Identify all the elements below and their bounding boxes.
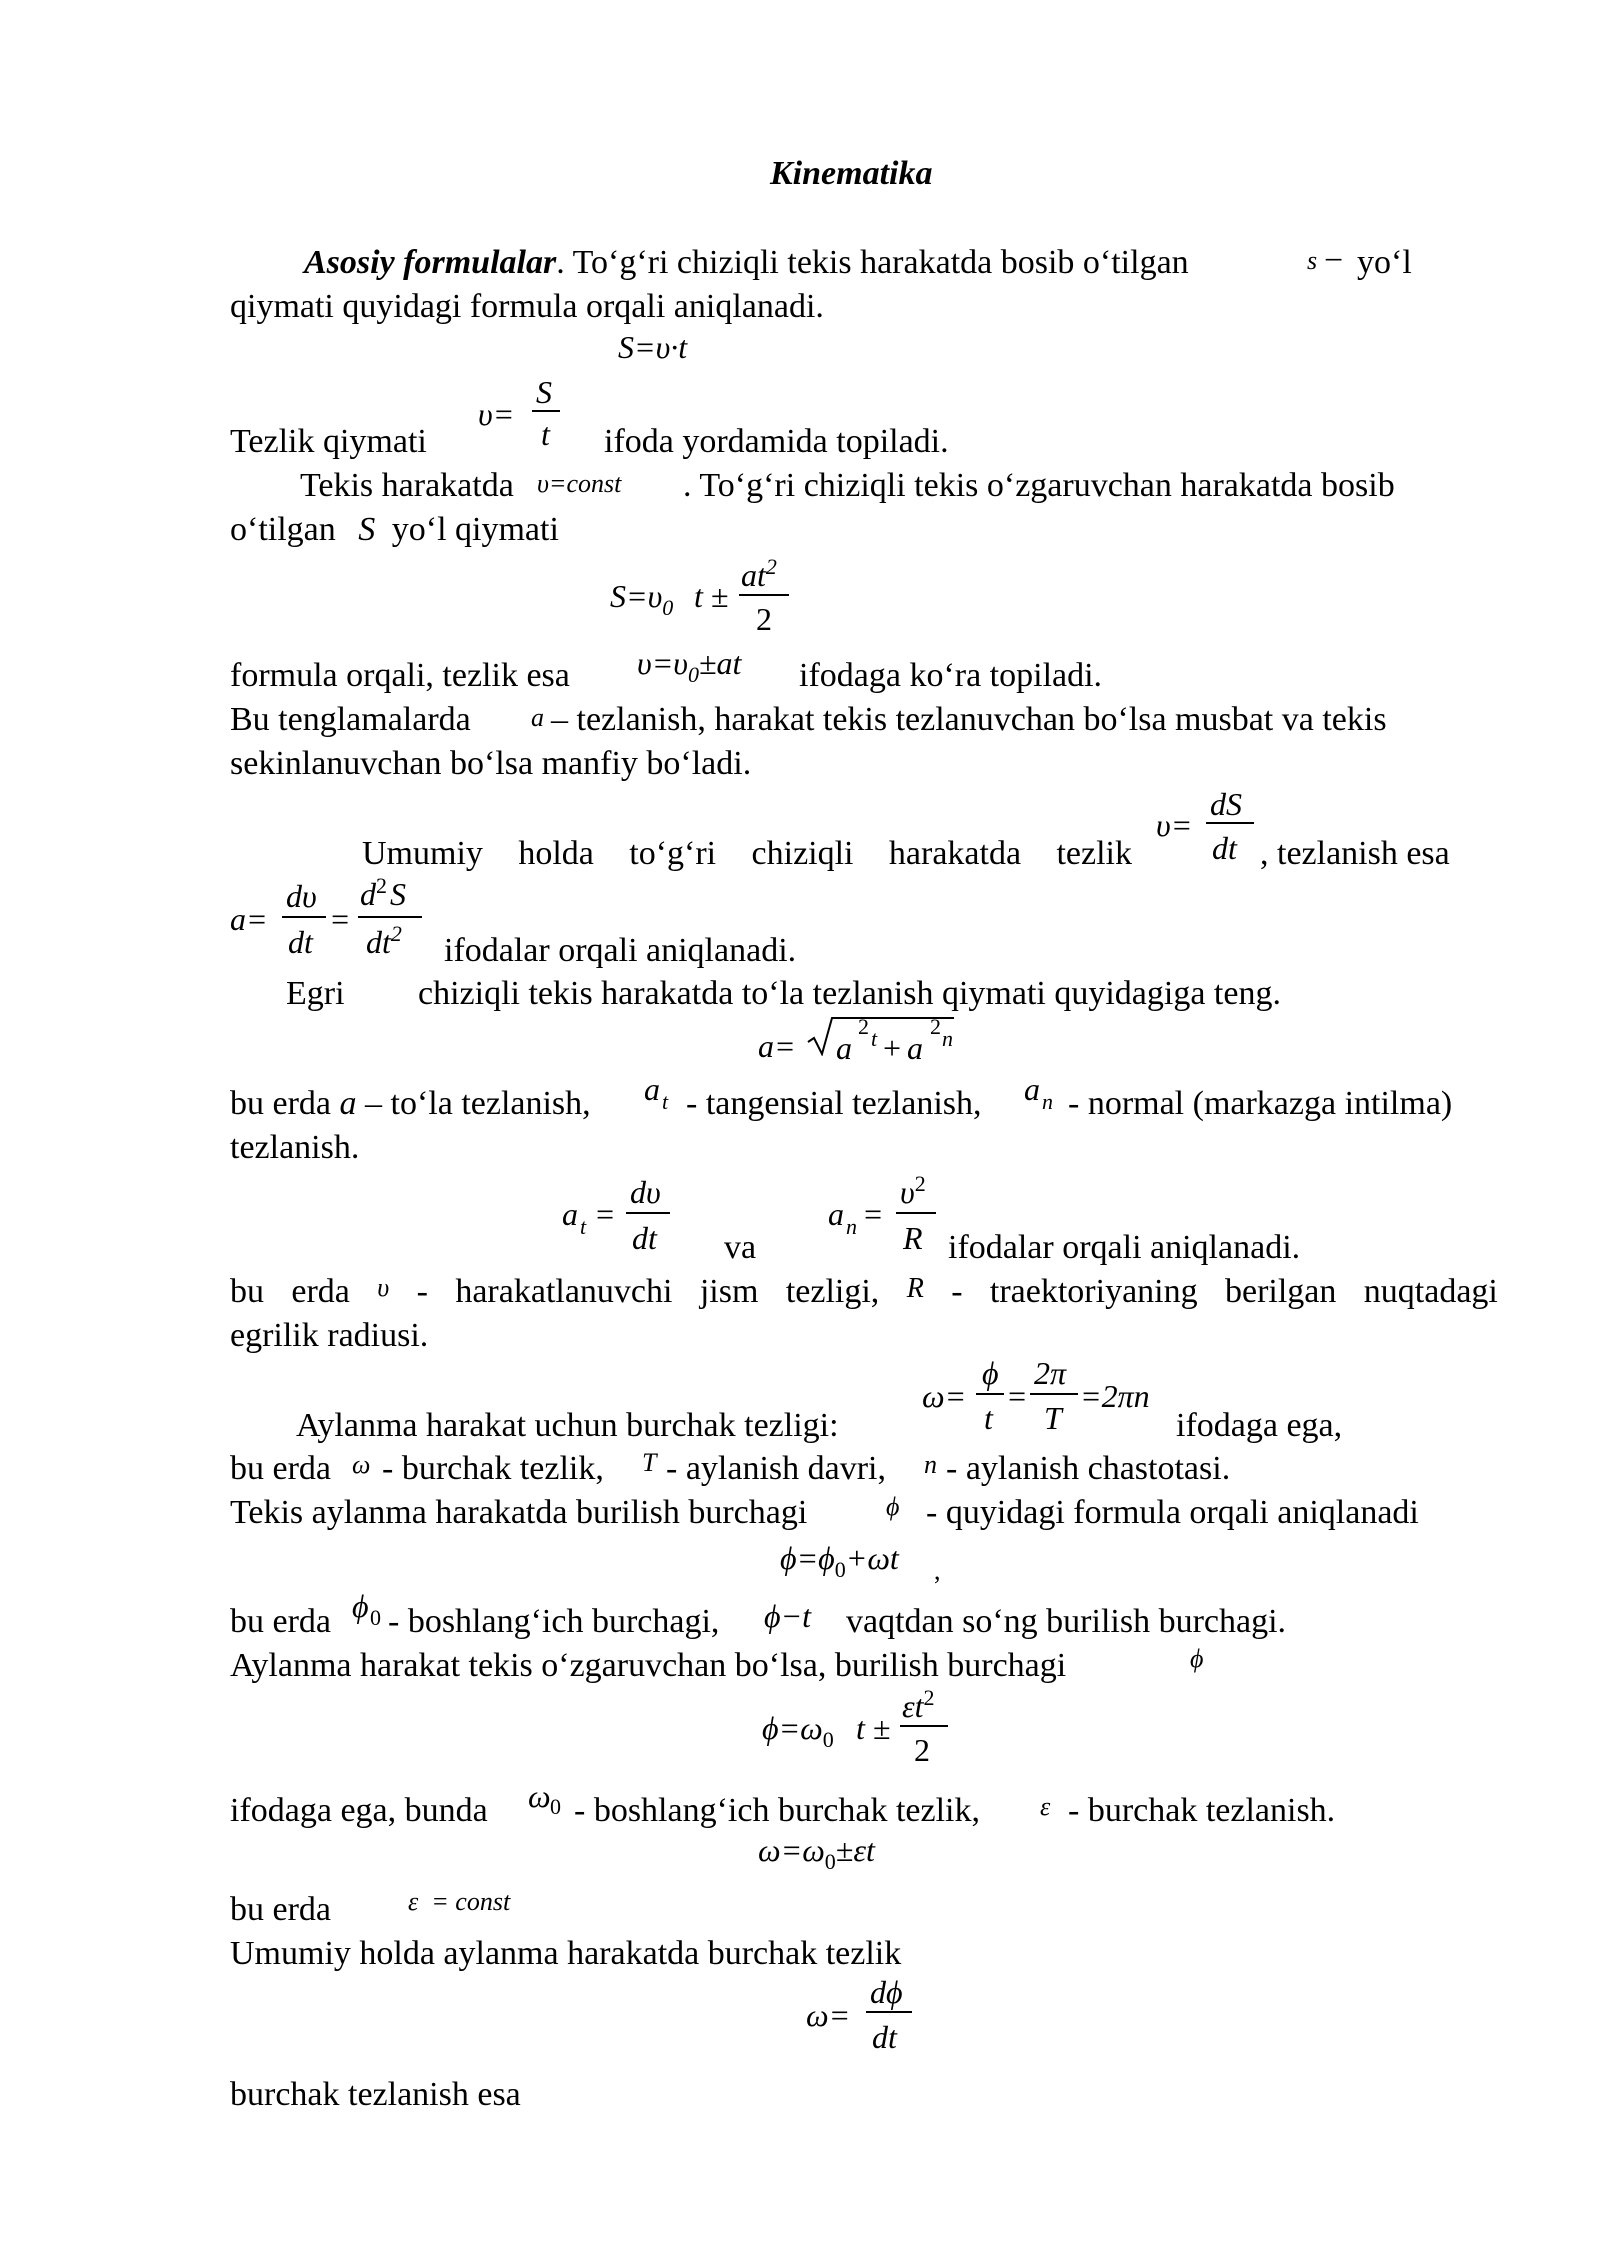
a-deriv-num2: $d^2S$ — [360, 873, 406, 912]
const-formula: ε = const — [408, 1887, 511, 1916]
omega0-subscript: 0 — [550, 1794, 561, 1819]
at-subscript: t — [662, 1089, 669, 1114]
tn-num1: dυ — [630, 1174, 661, 1210]
epsilon-symbol: ε — [1040, 1792, 1051, 1821]
speed-suffix: ifoda yordamida topiladi. — [604, 423, 949, 460]
omega-linear-formula: $\omega=\omega_0\pm\varepsilon t$ — [758, 1832, 875, 1874]
a-deriv-num1: dυ — [286, 878, 317, 914]
tn-va: va — [724, 1229, 757, 1266]
intro-line-1 — [304, 246, 1189, 280]
v-const-symbol: υ=const — [537, 469, 622, 498]
sqrt-lhs: a= — [758, 1028, 796, 1064]
omega-den2: T — [1044, 1400, 1062, 1436]
tn-an: a — [828, 1196, 844, 1232]
last-line: burchak tezlanish esa — [230, 2076, 521, 2113]
uniform-line-2 — [230, 513, 559, 547]
rotation-suffix: - quyidagi formula orqali aniqlanadi — [926, 1494, 1419, 1531]
phi-formula: $\phi=\phi_0+\omega t$ — [780, 1540, 899, 1582]
full-accel-line-2: tezlanish. — [230, 1129, 360, 1166]
an-subscript: n — [1042, 1089, 1053, 1114]
general-after: , tezlanish esa — [1260, 835, 1450, 872]
a-deriv-den1: dt — [288, 924, 313, 960]
phi-symbol: ϕ — [886, 1492, 900, 1521]
a-deriv-bar2 — [358, 916, 422, 918]
phi-formula-comma: , — [934, 1556, 941, 1585]
omega0-prefix: ifodaga ega, bunda — [230, 1792, 488, 1829]
curvilinear-rest: chiziqli tekis harakatda to‘la tezlanish qiymati quyidagiga teng. — [418, 975, 1281, 1012]
tn-den2: R — [903, 1220, 923, 1256]
general-rot-den: dt — [872, 2019, 897, 2055]
variable-rot-phi: ϕ — [1190, 1644, 1204, 1673]
uniform-rest: . To‘g‘ri chiziqli tekis o‘zgaruvchan harakatda bosib — [683, 467, 1395, 504]
speed-fraction-bar — [532, 410, 560, 412]
intro-bold-heading: Asosiy formulalar — [304, 244, 557, 281]
omega-desc: - burchak tezlik, — [382, 1450, 604, 1487]
v-deriv-lhs: υ= — [1156, 807, 1193, 843]
omega-bar1 — [976, 1393, 1004, 1395]
speed-lhs: υ= — [478, 396, 515, 432]
uniform-prefix: Tekis harakatda — [300, 467, 514, 504]
variable-rot-lhs: $\phi=\omega_0$ — [762, 1710, 834, 1752]
variable-rot-bar — [900, 1725, 948, 1727]
uniform-line-2b: yo‘l qiymati — [391, 511, 559, 548]
tn-bar2 — [896, 1212, 936, 1214]
phi0-suffix: vaqtdan so‘ng burilish burchagi. — [846, 1603, 1287, 1640]
v-deriv-den: dt — [1212, 830, 1237, 866]
formula-s-accel-num: $at^2$ — [741, 554, 777, 593]
a-deriv-lhs: a= — [230, 901, 268, 937]
s-symbol-2: S — [358, 511, 376, 548]
sqrt-term-2-sup: 2 — [930, 1014, 941, 1039]
tn-an-sub: n — [846, 1214, 857, 1239]
speed-radius-line: bu erda υ - harakatlanuvchi jism tezligi, R - traektoriyaning berilgan nuqtadagi — [230, 1273, 1498, 1310]
intro-tail: yo‘l — [1357, 244, 1412, 281]
variable-rot-num: $\varepsilon t^2$ — [902, 1685, 935, 1724]
tn-eq2: = — [862, 1196, 884, 1232]
speed-prefix: Tezlik qiymati — [230, 423, 427, 460]
phi0-prefix: bu erda — [230, 1603, 332, 1640]
page-title: Kinematika — [770, 155, 933, 192]
general-rot-text: Umumiy holda aylanma harakatda burchak tezlik — [230, 1935, 902, 1972]
const-prefix: bu erda — [230, 1891, 332, 1928]
phi0-subscript: 0 — [370, 1605, 381, 1630]
a-symbol: a — [531, 703, 544, 732]
speed-den: t — [541, 416, 550, 452]
tangential-text: - tangensial tezlanish, — [686, 1085, 982, 1122]
curvilinear-word: Egri — [286, 975, 345, 1012]
variable-rot-den: 2 — [914, 1732, 930, 1768]
omega0-mid: - boshlang‘ich burchak tezlik, — [574, 1792, 980, 1829]
intro-text: . To‘g‘ri chiziqli tekis harakatda bosib o‘tilgan — [556, 244, 1189, 281]
a-deriv-bar1 — [282, 916, 326, 918]
general-suffix: ifodalar orqali aniqlanadi. — [444, 932, 797, 969]
speed-num: S — [536, 374, 552, 410]
omega0-suffix: - burchak tezlanish. — [1068, 1792, 1336, 1829]
general-rot-num: dϕ — [870, 1974, 903, 2010]
general-rot-lhs: ω= — [806, 1997, 851, 2033]
tn-at-sub: t — [580, 1214, 587, 1239]
tn-suffix: ifodalar orqali aniqlanadi. — [948, 1229, 1301, 1266]
phit-symbol: ϕ−t — [764, 1598, 812, 1634]
an-symbol: a — [1024, 1071, 1040, 1107]
formula-s-accel-bar — [739, 594, 789, 596]
s-symbol: s — [1307, 246, 1318, 275]
omega-lhs: ω= — [922, 1378, 967, 1414]
tn-eq1: = — [594, 1196, 616, 1232]
formula-s-accel-den: 2 — [756, 601, 772, 637]
a-deriv-den2: $dt^2$ — [366, 921, 402, 960]
omega-symbol: ω — [352, 1450, 371, 1479]
velocity-formula: $\upsilon=\upsilon_0\pm at$ — [637, 645, 742, 687]
omega-bar2 — [1030, 1393, 1078, 1395]
velocity-suffix: ifodaga ko‘ra topiladi. — [799, 657, 1103, 694]
velocity-prefix: formula orqali, tezlik esa — [230, 657, 570, 694]
period-symbol: T — [642, 1448, 657, 1477]
omega0-symbol: ω — [528, 1778, 551, 1814]
accel-prefix: Bu tenglamalarda — [230, 701, 471, 738]
angular-suffix: ifodaga ega, — [1176, 1407, 1343, 1444]
tn-num2: $\upsilon^2$ — [900, 1171, 926, 1210]
general-line: Umumiy holda to‘g‘ri chiziqli harakatda tezlik — [362, 835, 1132, 872]
a-deriv-eq: = — [329, 901, 351, 937]
uniform-line-2a: o‘tilgan — [230, 511, 336, 548]
frequency-desc: - aylanish chastotasi. — [946, 1450, 1231, 1487]
accel-line-2: sekinlanuvchan bo‘lsa manfiy bo‘ladi. — [230, 745, 752, 782]
phi0-symbol: ϕ — [352, 1588, 369, 1624]
period-desc: - aylanish davri, — [666, 1450, 886, 1487]
formula-s-accel-mid: t ± — [694, 578, 729, 614]
tn-den1: dt — [632, 1220, 657, 1256]
sqrt-term-1-sub: t — [871, 1026, 878, 1051]
omega-tail: =2πn — [1080, 1378, 1150, 1414]
angular-desc-line: bu erda — [230, 1450, 332, 1487]
omega-num2: 2π — [1034, 1355, 1067, 1391]
variable-rot-mid: t ± — [856, 1710, 891, 1746]
formula-s-accel-lhs: $S=\upsilon_0$ — [610, 578, 674, 620]
accel-line-1: – tezlanish, harakat tekis tezlanuvchan bo‘lsa musbat va tekis — [551, 701, 1387, 738]
frequency-symbol: n — [924, 1450, 937, 1479]
speed-radius-line-2: egrilik radiusi. — [230, 1317, 429, 1354]
angular-prefix: Aylanma harakat uchun burchak tezligi: — [296, 1407, 839, 1444]
normal-text: - normal (markazga intilma) — [1068, 1085, 1453, 1122]
sqrt-plus: + — [883, 1030, 902, 1066]
sqrt-term-1: a — [836, 1030, 852, 1066]
sqrt-term-1-sup: 2 — [858, 1014, 869, 1039]
v-deriv-bar — [1206, 822, 1254, 824]
rotation-prefix: Tekis aylanma harakatda burilish burchagi — [230, 1494, 808, 1531]
full-accel-text: bu erda a – to‘la tezlanish, — [230, 1085, 591, 1122]
intro-line-2: qiymati quyidagi formula orqali aniqlanadi. — [230, 288, 824, 325]
omega-num1: ϕ — [982, 1355, 999, 1391]
sqrt-term-2-sub: n — [942, 1026, 953, 1051]
formula-s-vt: S=υ·t — [618, 329, 688, 365]
tn-bar1 — [626, 1212, 670, 1214]
omega-eq: = — [1006, 1378, 1028, 1414]
variable-rot-text: Aylanma harakat tekis o‘zgaruvchan bo‘lsa, burilish burchagi — [230, 1647, 1067, 1684]
at-symbol: a — [644, 1071, 660, 1107]
sqrt-term-2: a — [907, 1030, 923, 1066]
omega-den1: t — [984, 1400, 993, 1436]
phi0-mid: - boshlang‘ich burchagi, — [388, 1603, 720, 1640]
tn-at: a — [562, 1196, 578, 1232]
dash-symbol: − — [1324, 242, 1344, 279]
v-deriv-num: dS — [1210, 786, 1242, 822]
general-rot-bar — [866, 2011, 912, 2013]
